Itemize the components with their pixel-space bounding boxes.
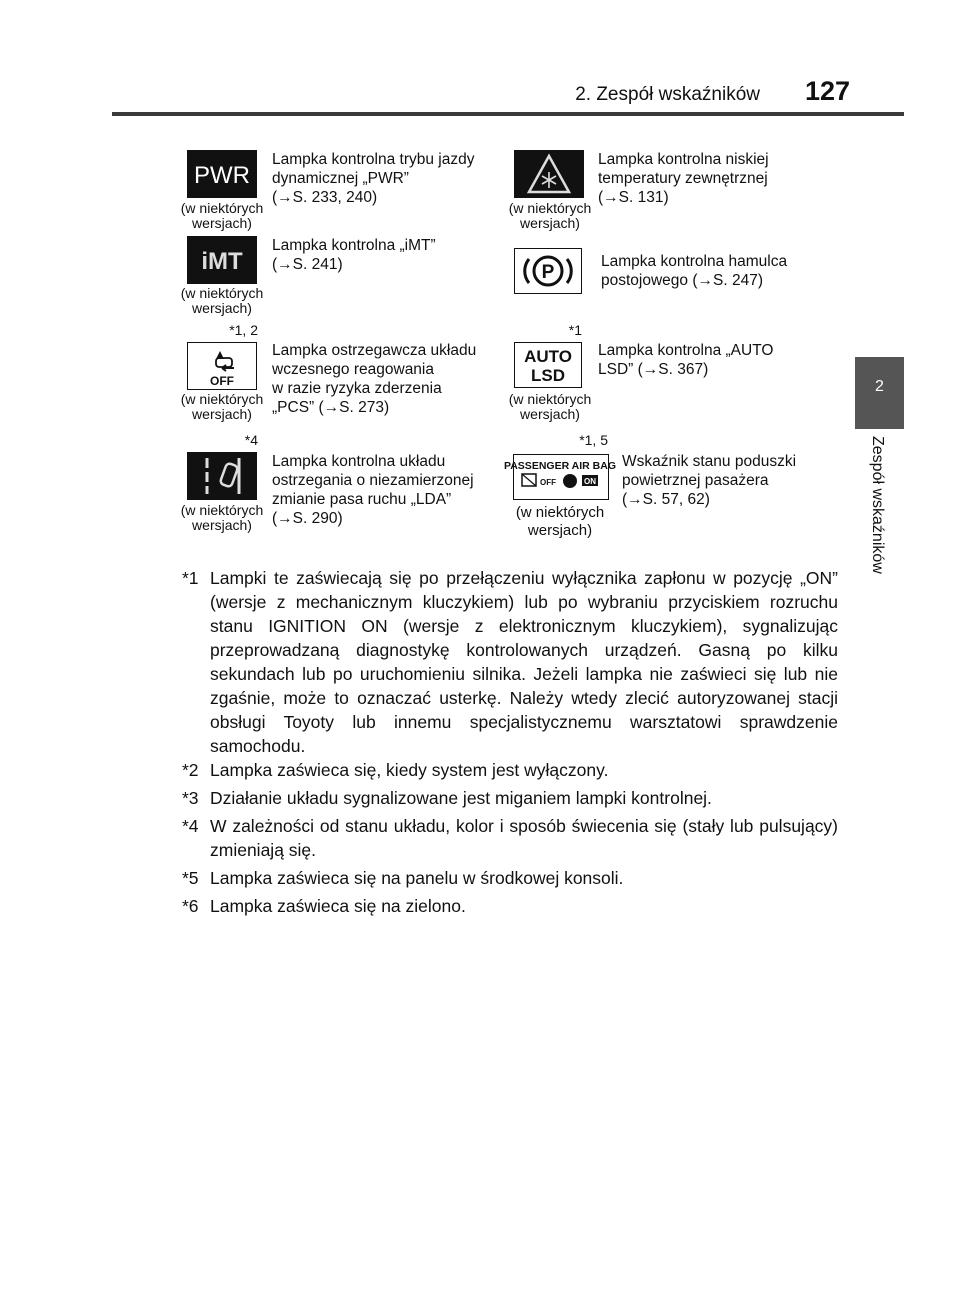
imt-icon [187,236,257,284]
variant-note: (w niektórych wersjach) [180,391,264,422]
svg-text:AUTO: AUTO [524,347,572,366]
pcs-off-icon [187,342,257,390]
indicator-description: Lampka kontrolna „AUTO LSD” (→S. 367) [598,342,774,378]
footnote-marker: *1 [568,322,582,338]
footnote-marker: *4 [244,432,258,448]
footnote-text: W zależności od stanu układu, kolor i sposób świecenia się (stały lub pulsujący) zmieniają się. [210,816,838,860]
passenger-airbag-icon [503,454,617,500]
variant-note: (w niektórych wersjach) [508,200,592,231]
section-title: 2. Zespół wskaźników [575,84,760,105]
footnote-text: Działanie układu sygnalizowane jest miganiem lampki kontrolnej. [210,788,712,808]
low-temp-icon [514,150,584,198]
svg-text:LSD: LSD [531,366,565,385]
lda-icon [187,452,257,500]
svg-text:ON: ON [584,477,596,486]
footnote-text: Lampki te zaświecają się po przełączeniu wyłącznika zapłonu w pozycję „ON” (wersje z mechanicznym kluczykiem) lub po wybraniu przyciskiem rozruchu stanu IGNITION ON (wersje z elektronicznym kluczykiem), sygnalizując przeprowadzaną diagnostykę kontrolowanych urządzeń. Gasną po kilku sekundach lub po uruchomieniu silnika. Jeżeli lampka nie zaświeci się lub nie zgaśnie, może to oznaczać usterkę. Należy wtedy zlecić autoryzowanej stacji obsługi Toyoty lub innemu specjalistycznemu warsztatowi sprawdzenie samochodu. [210,568,838,756]
footnote [182,786,838,810]
indicator-description: Wskaźnik stanu poduszki powietrznej pasażera (→S. 57, 62) [622,453,797,508]
footnote-marker: *4 [182,816,199,836]
indicator-description: Lampka kontrolna niskiej temperatury zewnętrznej (→S. 131) [598,151,769,206]
page-number: 127 [804,76,850,106]
chapter-label: Zespół wskaźników [869,436,886,574]
chapter-number: 2 [875,378,884,395]
indicator-description: Lampka kontrolna „iMT” (→S. 241) [272,237,436,273]
footnote-marker: *1, 2 [229,322,258,338]
footnote-marker: *6 [182,896,199,916]
variant-note: (w niektórych wersjach) [508,391,592,422]
footnote [182,894,838,918]
footnote-marker: *3 [182,788,199,808]
svg-text:iMT: iMT [201,248,243,275]
footnote-text: Lampka zaświeca się, kiedy system jest wyłączony. [210,760,609,780]
footnote-text: Lampka zaświeca się na zielono. [210,896,466,916]
footnote [182,866,838,890]
footnote-marker: *2 [182,760,199,780]
variant-note: (w niektórych wersjach) [515,504,605,539]
footnote [182,814,838,862]
svg-text:OFF: OFF [540,478,556,487]
pwr-icon [187,150,257,198]
variant-note: (w niektórych wersjach) [180,502,264,533]
footnote [182,758,838,782]
header-rule [112,112,904,116]
footnote-marker: *1, 5 [579,432,608,448]
footnote-text: Lampka zaświeca się na panelu w środkowej konsoli. [210,868,624,888]
footnote [182,566,838,758]
svg-text:PASSENGER AIR BAG: PASSENGER AIR BAG [503,460,617,472]
variant-note: (w niektórych wersjach) [180,285,264,316]
footnote-marker: *5 [182,868,199,888]
indicator-description: Lampka kontrolna trybu jazdy dynamicznej „PWR” (→S. 233, 240) [272,151,475,206]
auto-lsd-icon [514,342,582,388]
indicator-description: Lampka kontrolna układu ostrzegania o niezamierzonej zmianie pasa ruchu „LDA” (→S. 290) [272,453,474,527]
svg-text:P: P [541,262,555,283]
svg-text:PWR: PWR [194,162,250,189]
variant-note: (w niektórych wersjach) [180,200,264,231]
svg-text:OFF: OFF [210,374,234,388]
indicator-description: Lampka kontrolna hamulca postojowego (→S. 247) [601,253,788,289]
parking-brake-icon [514,248,582,294]
indicator-description: Lampka ostrzegawcza układu wczesnego reagowania w razie ryzyka zderzenia „PCS” (→S. 273) [272,342,477,416]
chapter-label-box [862,436,884,606]
footnote-marker: *1 [182,568,199,588]
